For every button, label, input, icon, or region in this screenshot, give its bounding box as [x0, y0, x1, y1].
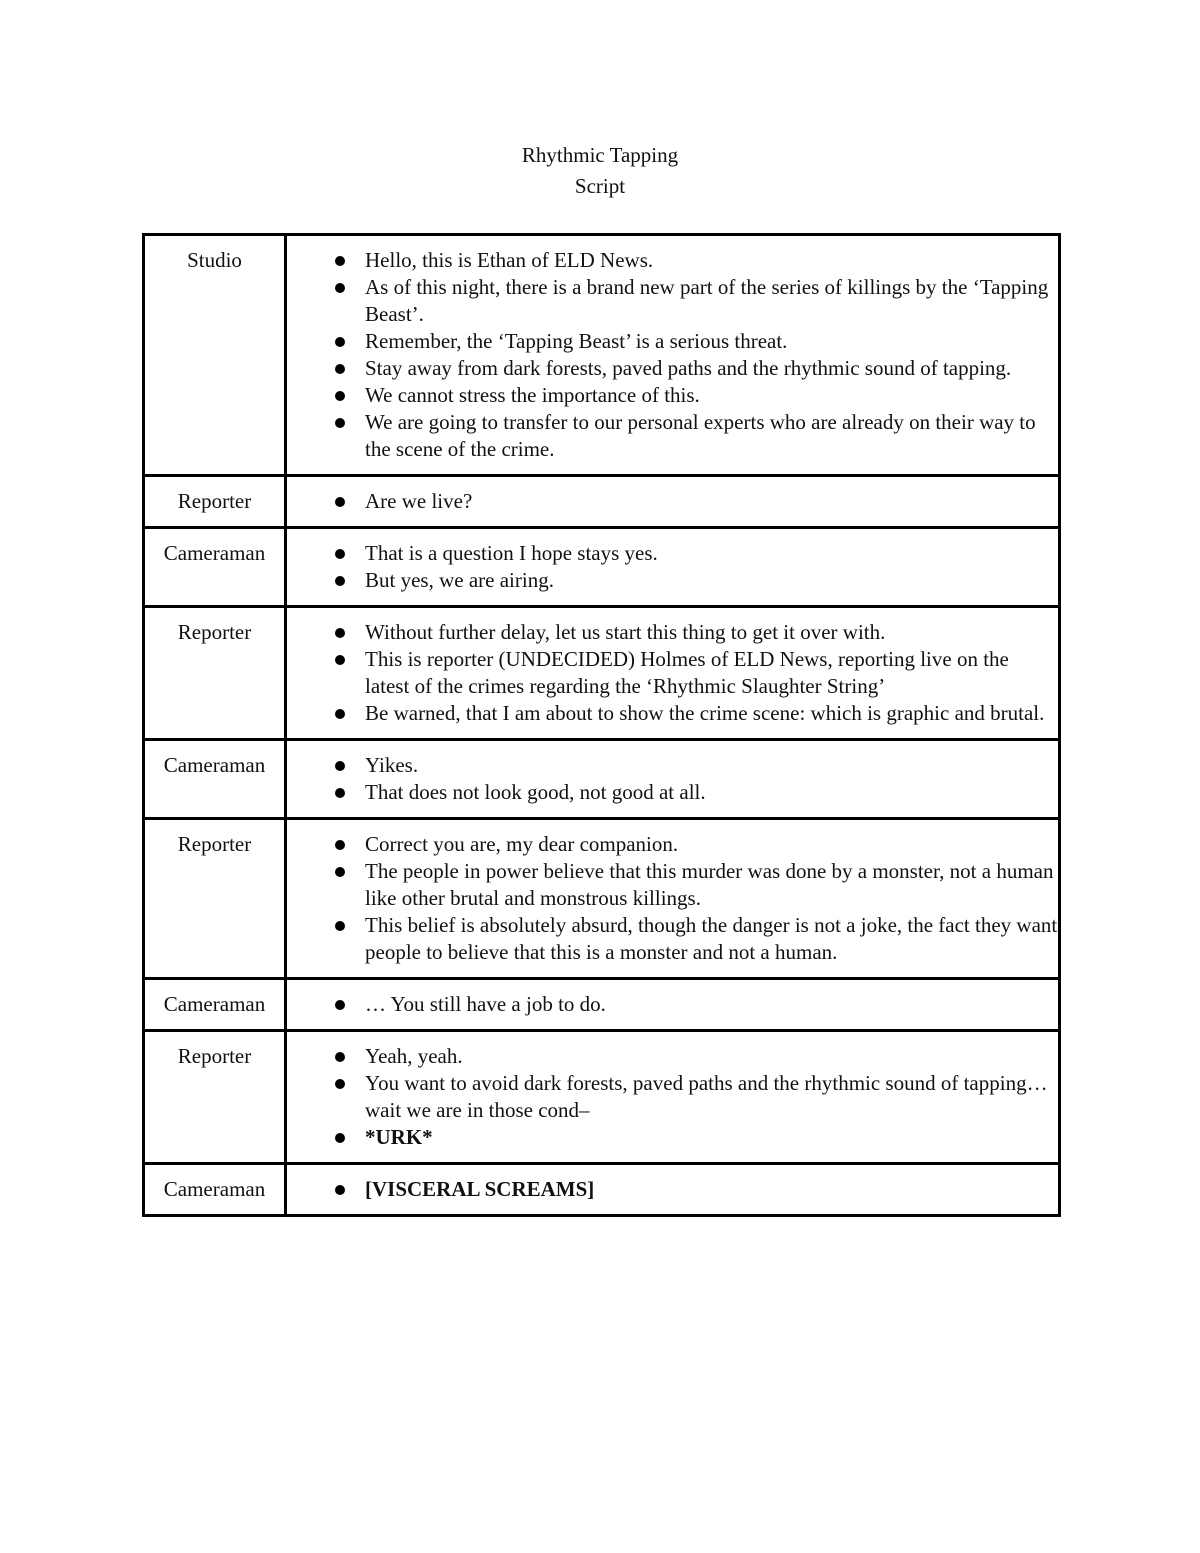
- speaker-name: Cameraman: [163, 541, 266, 565]
- bullet-icon: [335, 1052, 345, 1062]
- speaker-cell: [144, 979, 286, 1031]
- bullet-icon: [335, 840, 345, 850]
- dialogue-line: [287, 1124, 1058, 1151]
- dialogue-line: [287, 355, 1058, 382]
- script-row: [144, 740, 1060, 819]
- script-row: [144, 528, 1060, 607]
- dialogue-line: [287, 752, 1058, 779]
- dialogue-cell: [286, 235, 1060, 476]
- bullet-icon: [335, 921, 345, 931]
- dialogue-text: We cannot stress the importance of this.: [365, 383, 700, 407]
- speaker-cell: [144, 740, 286, 819]
- dialogue-line: [287, 991, 1058, 1018]
- bullet-icon: [335, 364, 345, 374]
- dialogue-text: We are going to transfer to our personal experts who are already on their way to the scene of the crime.: [365, 410, 1036, 461]
- dialogue-cell: [286, 1164, 1060, 1216]
- speaker-name: Cameraman: [163, 992, 266, 1016]
- dialogue-line: [287, 567, 1058, 594]
- speaker-name: Cameraman: [163, 1177, 266, 1201]
- script-row: [144, 607, 1060, 740]
- dialogue-text: The people in power believe that this murder was done by a monster, not a human like other brutal and monstrous killings.: [365, 859, 1054, 910]
- dialogue-text: You want to avoid dark forests, paved paths and the rhythmic sound of tapping… wait we are in those cond–: [365, 1071, 1048, 1122]
- bullet-icon: [335, 1133, 345, 1143]
- dialogue-list: [287, 1043, 1058, 1151]
- speaker-cell: [144, 1164, 286, 1216]
- bullet-icon: [335, 418, 345, 428]
- bullet-icon: [335, 709, 345, 719]
- document-title: Rhythmic Tapping: [521, 143, 679, 167]
- bullet-icon: [335, 761, 345, 771]
- dialogue-cell: [286, 819, 1060, 979]
- dialogue-line: [287, 488, 1058, 515]
- dialogue-line: [287, 409, 1058, 463]
- dialogue-text: This is reporter (UNDECIDED) Holmes of ELD News, reporting live on the latest of the crimes regarding the ‘Rhythmic Slaughter String’: [365, 647, 1009, 698]
- dialogue-list: [287, 991, 1058, 1018]
- dialogue-text: Hello, this is Ethan of ELD News.: [365, 248, 654, 272]
- dialogue-line: [287, 382, 1058, 409]
- dialogue-line: [287, 1176, 1058, 1203]
- dialogue-text: Yeah, yeah.: [365, 1044, 463, 1068]
- script-table: [142, 233, 1061, 1217]
- dialogue-list: [287, 752, 1058, 806]
- script-row: [144, 1164, 1060, 1216]
- dialogue-line: [287, 1070, 1058, 1124]
- dialogue-cell: [286, 607, 1060, 740]
- dialogue-list: [287, 619, 1058, 727]
- document-subtitle: Script: [574, 174, 626, 198]
- dialogue-text: Without further delay, let us start this thing to get it over with.: [365, 620, 886, 644]
- dialogue-text: *URK*: [365, 1125, 433, 1149]
- speaker-cell: [144, 528, 286, 607]
- bullet-icon: [335, 576, 345, 586]
- speaker-name: Cameraman: [163, 753, 266, 777]
- dialogue-text: Are we live?: [365, 489, 473, 513]
- dialogue-line: [287, 328, 1058, 355]
- dialogue-line: [287, 912, 1058, 966]
- dialogue-text: This belief is absolutely absurd, though the danger is not a joke, the fact they want people to believe that this is a monster and not a human.: [365, 913, 1058, 964]
- speaker-name: Reporter: [177, 832, 252, 856]
- script-table-body: [144, 235, 1060, 1216]
- script-row: [144, 476, 1060, 528]
- speaker-name: Reporter: [177, 489, 252, 513]
- bullet-icon: [335, 337, 345, 347]
- document-header: [0, 140, 1200, 202]
- speaker-cell: [144, 607, 286, 740]
- bullet-icon: [335, 628, 345, 638]
- script-row: [144, 979, 1060, 1031]
- dialogue-line: [287, 858, 1058, 912]
- bullet-icon: [335, 497, 345, 507]
- dialogue-cell: [286, 528, 1060, 607]
- dialogue-line: [287, 700, 1058, 727]
- speaker-cell: [144, 819, 286, 979]
- dialogue-text: But yes, we are airing.: [365, 568, 554, 592]
- speaker-cell: [144, 235, 286, 476]
- bullet-icon: [335, 1000, 345, 1010]
- bullet-icon: [335, 391, 345, 401]
- dialogue-cell: [286, 979, 1060, 1031]
- speaker-cell: [144, 476, 286, 528]
- dialogue-line: [287, 1043, 1058, 1070]
- dialogue-line: [287, 619, 1058, 646]
- dialogue-line: [287, 540, 1058, 567]
- speaker-cell: [144, 1031, 286, 1164]
- dialogue-text: Be warned, that I am about to show the crime scene: which is graphic and brutal.: [365, 701, 1045, 725]
- dialogue-cell: [286, 740, 1060, 819]
- dialogue-text: … You still have a job to do.: [365, 992, 606, 1016]
- dialogue-list: [287, 247, 1058, 463]
- dialogue-text: That does not look good, not good at all.: [365, 780, 706, 804]
- bullet-icon: [335, 788, 345, 798]
- dialogue-text: That is a question I hope stays yes.: [365, 541, 658, 565]
- dialogue-line: [287, 274, 1058, 328]
- speaker-name: Reporter: [177, 1044, 252, 1068]
- dialogue-list: [287, 1176, 1058, 1203]
- dialogue-list: [287, 831, 1058, 966]
- dialogue-text: [VISCERAL SCREAMS]: [365, 1177, 595, 1201]
- script-row: [144, 235, 1060, 476]
- bullet-icon: [335, 867, 345, 877]
- speaker-name: Reporter: [177, 620, 252, 644]
- dialogue-line: [287, 779, 1058, 806]
- bullet-icon: [335, 655, 345, 665]
- dialogue-list: [287, 540, 1058, 594]
- bullet-icon: [335, 283, 345, 293]
- script-row: [144, 819, 1060, 979]
- bullet-icon: [335, 1185, 345, 1195]
- bullet-icon: [335, 256, 345, 266]
- dialogue-text: Remember, the ‘Tapping Beast’ is a serious threat.: [365, 329, 788, 353]
- dialogue-line: [287, 831, 1058, 858]
- dialogue-text: Yikes.: [365, 753, 419, 777]
- dialogue-cell: [286, 1031, 1060, 1164]
- dialogue-line: [287, 247, 1058, 274]
- script-row: [144, 1031, 1060, 1164]
- dialogue-text: Stay away from dark forests, paved paths and the rhythmic sound of tapping.: [365, 356, 1012, 380]
- dialogue-cell: [286, 476, 1060, 528]
- dialogue-line: [287, 646, 1058, 700]
- speaker-name: Studio: [187, 248, 242, 272]
- dialogue-text: As of this night, there is a brand new part of the series of killings by the ‘Tapping Beast’.: [365, 275, 1049, 326]
- bullet-icon: [335, 549, 345, 559]
- dialogue-text: Correct you are, my dear companion.: [365, 832, 679, 856]
- dialogue-list: [287, 488, 1058, 515]
- bullet-icon: [335, 1079, 345, 1089]
